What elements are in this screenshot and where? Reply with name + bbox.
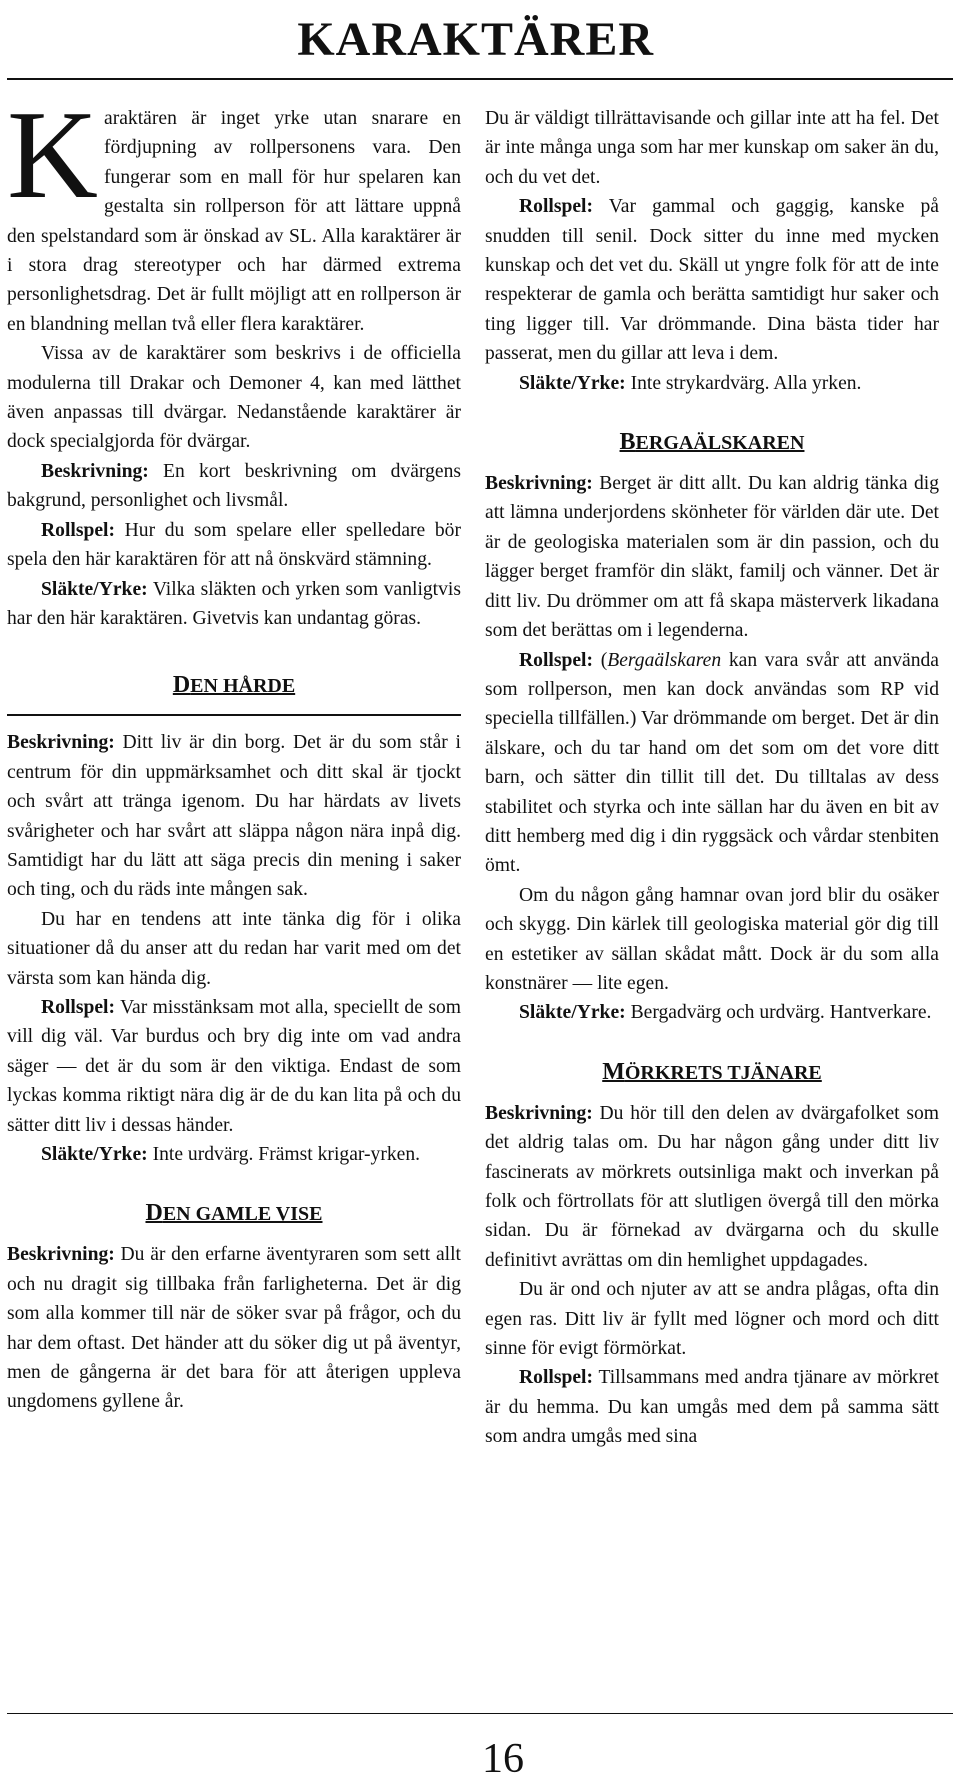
intro-paragraph-2: Vissa av de karaktärer som beskrivs i de officiella modulerna till Drakar och Demoner 4, kan med lätthet även anpassas till dvärgar. Nedanstående karaktärer är dock specialgjorda för dvärgar. [7,343,461,453]
bergaalskaren-beskrivning: Beskrivning: Berget är ditt allt. Du kan aldrig tänka dig att lämna underjordens skönheter för världen där ute. Det är de geologiska materialen som är din passion, och du lägger berget framför din släkt, familj och vänner. Det är ditt liv. Du drömmer om att få skapa mästerverk likadana som det berättas om i legenderna. [485,473,939,642]
legend-rollspel: Rollspel: Hur du som spelare eller spelledare bör spela den här karaktären för att nå önskvärd stämning. [7,519,461,571]
morkrets-tjanare-paragraph-2: Du är ond och njuter av att se andra plågas, ofta din egen ras. Ditt liv är fyllt med lögner och mord och ditt sinne för evigt förmörkat. [485,1279,939,1360]
right-column [485,104,939,1452]
den-harde-beskrivning: Beskrivning: Ditt liv är din borg. Det är du som står i centrum för din uppmärksamhet och ditt skal är tjockt och svårt att tränga igenom. Du har härdats av livets svårigheter och har svårt att släppa någon nära inpå dig. Samtidigt har du lätt att säga precis din mening i saker och ting, och du räds inte mången sak. [7,732,461,901]
intro-text: araktären är inget yrke utan snarare en fördjupning av rollpersonens vara. Den fungerar som en mall för hur spelaren kan gestalta sin rollperson för att lättare uppnå den spelstandard som är önskad av SL. Alla karaktärer är i stora drag stereotyper och har därmed extrema personlighetsdrag. Det är fullt möjligt att en rollperson är en blandning mellan två eller flera karaktärer. [7,108,461,335]
intro-paragraph [7,86,461,339]
page-title: KARAKTÄRER [297,13,654,66]
left-column [7,86,461,1417]
den-harde-paragraph-2: Du har en tendens att inte tänka dig för i olika situationer då du anser att du redan har varit med om det värsta som kan hända dig. [7,908,461,989]
legend-beskrivning: Beskrivning: En kort beskrivning om dvärgens bakgrund, personlighet och livsmål. [7,460,461,512]
heading-bergaalskaren: BERGAÄLSKAREN [619,429,805,456]
den-gamle-vise-beskrivning: Beskrivning: Du är den erfarne äventyraren som sett allt och nu dragit sig tillbaka från farligheterna. Det är dig som alla kommer till när de söker svar på frågor, och du har dem oftast. Det händer att du söker dig ut på äventyr, men de gångerna är det bara för att återigen uppleva ungdomens gyllene år. [7,1244,461,1413]
bergaalskaren-slakte-yrke: Släkte/Yrke: Bergadvärg och urdvärg. Hantverkare. [519,1002,932,1024]
den-harde-slakte-yrke: Släkte/Yrke: Inte urdvärg. Främst krigar-yrken. [41,1144,421,1165]
heading-den-harde: DEN HÅRDE [172,672,296,699]
morkrets-tjanare-rollspel: Rollspel: Tillsammans med andra tjänare av mörkret är du hemma. Du kan umgås med dem på samma sätt som andra umgås med sina [485,1367,939,1448]
den-gamle-vise-paragraph-2: Du är väldigt tillrättavisande och gillar inte att ha fel. Det är inte många unga som har mer kunskap om saker än du, och du vet det. [485,108,939,188]
page-number: 16 [482,1736,524,1782]
footer-rule [7,1713,953,1714]
den-gamle-vise-rollspel: Rollspel: Var gammal och gaggig, kanske på snudden till senil. Dock sitter du inne med mycken kunskap och det vet du. Skäll ut yngre folk för att de inte respekterar de gamla och berätta samtidigt hur saker och ting ligger till. Var drömmande. Dina bästa tider har passerat, men du gillar att leva i dem. [485,196,939,365]
den-harde-rollspel: Rollspel: Var misstänksam mot alla, speciellt de som vill dig väl. Var burdus och bry dig inte om vad andra säger — det är du som är den viktiga. Endast de som lyckas komma riktigt nära dig är de du kan lita på och du sätter ditt liv i dessas händer. [7,996,461,1136]
den-gamle-vise-slakte-yrke: Släkte/Yrke: Inte strykardvärg. Alla yrken. [519,372,862,394]
heading-morkrets-tjanare: MÖRKRETS TJÄNARE [602,1058,822,1085]
morkrets-tjanare-beskrivning: Beskrivning: Du hör till den delen av dvärgafolket som det aldrig talas om. Du har någon gång under ditt liv fascinerats av mörkrets outsinliga makt och inverkan på folk och förtrollats för att slutligen övergå till den mörka sidan. Du är förnekad av dvärgarna och du skulle definitivt avrättas om din hemlighet uppdagades. [485,1102,939,1271]
bergaalskaren-paragraph-3: Om du någon gång hamnar ovan jord blir du osäker och skygg. Din kärlek till geologiska material gör dig till en estetiker av sällan skådat mått. Dock är du som alla konstnärer — lite egen. [485,884,939,994]
drop-cap: K [7,86,98,225]
bergaalskaren-rollspel: Rollspel: (Bergaälskaren kan vara svår att använda som rollperson, men kan dock användas som RP vid speciella tillfällen.) Var drömmande om berget. Det är din älskare, och du tar hand om det som om det vore ditt barn, och sätter din tillit till det. Du tilltalas av dess stabilitet och styrka och inte sällan har du även en bit av ditt hemberg med dig i din ryggsäck och vårdar stenbiten ömt. [485,649,939,877]
header-rule [7,78,953,80]
legend-slakte-yrke: Släkte/Yrke: Vilka släkten och yrken som vanligtvis har den här karaktären. Givetvis kan undantag göras. [7,578,461,629]
heading-den-gamle-vise: DEN GAMLE VISE [145,1200,323,1227]
